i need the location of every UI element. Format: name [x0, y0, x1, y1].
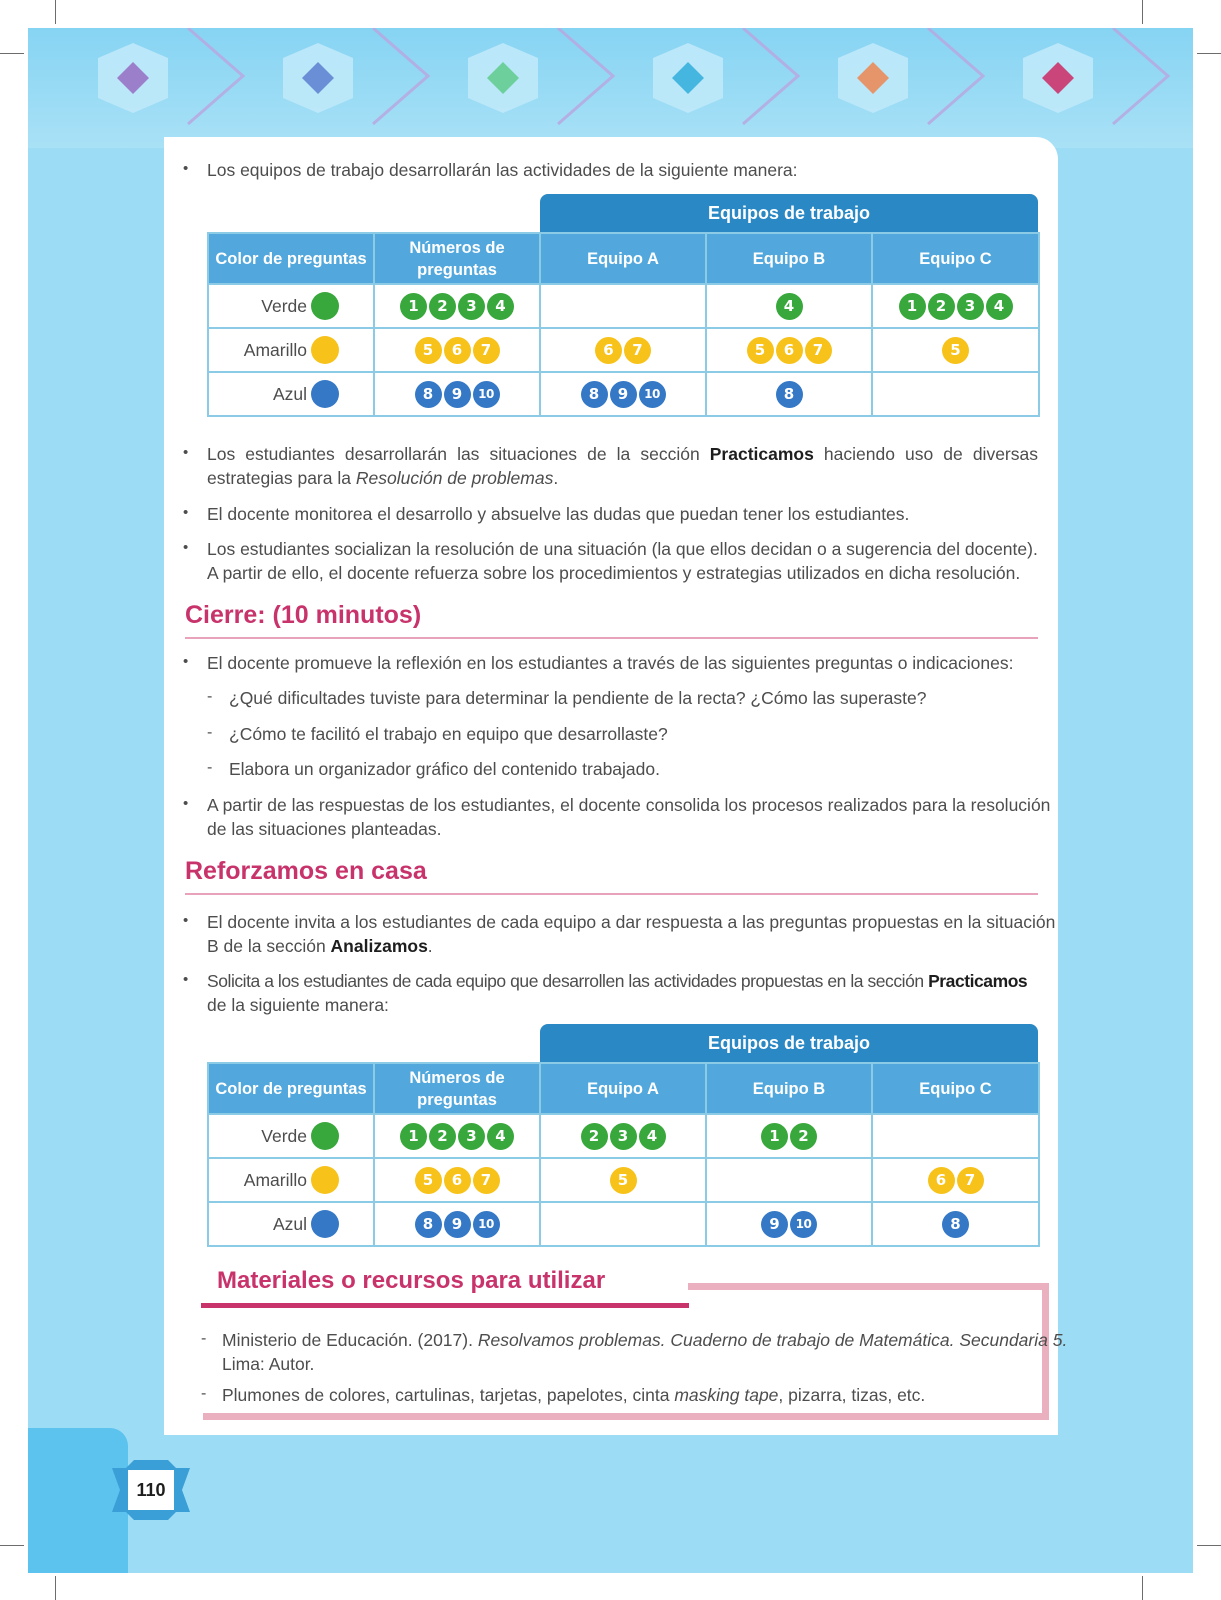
question-cell — [540, 1114, 706, 1158]
text: Plumones de colores, cartulinas, tarjetas, papelotes, cinta — [222, 1385, 675, 1405]
color-dot-icon — [311, 1122, 339, 1150]
question-number-badge: 10 — [790, 1211, 817, 1238]
question-number-badge: 2 — [429, 293, 456, 320]
question-cell — [872, 372, 1039, 416]
question-number-badge: 9 — [444, 1211, 471, 1238]
text: , pizarra, tizas, etc. — [778, 1385, 926, 1405]
material-item — [222, 1328, 1067, 1352]
question-number-badge: 2 — [928, 293, 955, 320]
color-cell — [208, 284, 374, 328]
color-cell — [208, 1114, 374, 1158]
text: Solicita a los estudiantes de cada equipo que desarrollen las actividades propuestas en la sección — [207, 971, 929, 991]
section-heading-cierre: Cierre: (10 minutos) — [185, 601, 422, 629]
question-cell — [872, 328, 1039, 372]
question-number-badge: 8 — [942, 1211, 969, 1238]
header-color: Color de preguntas — [208, 1063, 374, 1114]
question-number-badge: 2 — [790, 1123, 817, 1150]
question-cell — [872, 1114, 1039, 1158]
heading-rule — [185, 637, 1038, 639]
question-number-badge: 7 — [473, 1167, 500, 1194]
bold-analizamos: Analizamos — [330, 936, 428, 956]
italic-resolucion: Resolución de problemas — [355, 468, 554, 488]
question-number-badge: 9 — [610, 381, 637, 408]
trim-mark — [0, 1545, 24, 1546]
color-cell — [208, 1158, 374, 1202]
question-number-badge: 6 — [444, 1167, 471, 1194]
italic-title: Resolvamos problemas. Cuaderno de trabajo de Matemática. Secundaria 5. — [477, 1330, 1068, 1350]
section-heading-reforzamos: Reforzamos en casa — [185, 857, 427, 885]
question-cell — [540, 328, 706, 372]
teams-grid — [207, 1062, 1040, 1247]
color-dot-icon — [311, 292, 339, 320]
header-color: Color de preguntas — [208, 233, 374, 284]
teams-group-header: Equipos de trabajo — [540, 194, 1038, 232]
question-cell — [706, 1114, 872, 1158]
text: . — [553, 468, 559, 488]
bold-practicamos: Practicamos — [709, 444, 814, 464]
bullet: • — [183, 653, 189, 670]
header-numbers: Números de preguntas — [374, 1063, 540, 1114]
header-equipo-b: Equipo B — [706, 1063, 872, 1114]
question-item: ¿Qué dificultades tuviste para determinar la pendiente de la recta? ¿Cómo las superaste? — [229, 688, 927, 708]
question-number-badge: 1 — [761, 1123, 788, 1150]
paragraph-monitorea: El docente monitorea el desarrollo y absuelve las dudas que puedan tener los estudiantes. — [207, 504, 910, 524]
paragraph-consolida-2: de las situaciones planteadas. — [207, 819, 442, 839]
question-cell — [374, 1114, 540, 1158]
header-equipo-a: Equipo A — [540, 233, 706, 284]
question-cell — [374, 328, 540, 372]
trim-mark — [1142, 0, 1143, 24]
question-number-badge: 10 — [639, 381, 666, 408]
bullet: • — [183, 160, 189, 177]
question-cell — [706, 328, 872, 372]
question-number-badge: 10 — [473, 381, 500, 408]
color-name: Amarillo — [243, 339, 307, 360]
color-name: Amarillo — [243, 1169, 307, 1190]
trim-mark — [0, 53, 24, 54]
question-number-badge: 8 — [581, 381, 608, 408]
question-number-badge: 6 — [444, 337, 471, 364]
color-name: Verde — [261, 295, 307, 316]
color-dot-icon — [311, 336, 339, 364]
question-cell — [540, 284, 706, 328]
question-number-badge: 1 — [899, 293, 926, 320]
question-number-badge: 5 — [747, 337, 774, 364]
color-cell — [208, 328, 374, 372]
paragraph-solicita-1 — [207, 969, 1038, 993]
table-row — [208, 1158, 1039, 1202]
question-number-badge: 7 — [805, 337, 832, 364]
header-numbers: Números de preguntas — [374, 233, 540, 284]
bullet: • — [183, 971, 189, 988]
question-cell — [540, 1158, 706, 1202]
color-label — [209, 1166, 373, 1194]
color-name: Verde — [261, 1125, 307, 1146]
page-number-badge — [112, 1460, 190, 1520]
paragraph-practicamos-line2 — [207, 466, 558, 490]
header-equipo-c: Equipo C — [872, 1063, 1039, 1114]
question-number-badge: 2 — [429, 1123, 456, 1150]
question-cell — [872, 284, 1039, 328]
question-cell — [706, 372, 872, 416]
materials-frame-top — [688, 1283, 1042, 1290]
text: Los estudiantes desarrollarán las situaciones de la sección — [207, 444, 710, 464]
question-number-badge: 4 — [487, 1123, 514, 1150]
color-dot-icon — [311, 1210, 339, 1238]
table-row — [208, 284, 1039, 328]
question-number-badge: 5 — [942, 337, 969, 364]
bullet: • — [183, 912, 189, 929]
color-label — [209, 1210, 373, 1238]
question-cell — [706, 1202, 872, 1246]
question-cell — [540, 1202, 706, 1246]
text: B de la sección — [207, 936, 331, 956]
question-number-badge: 7 — [473, 337, 500, 364]
color-cell — [208, 372, 374, 416]
question-number-badge: 4 — [487, 293, 514, 320]
bullet: • — [183, 504, 189, 521]
text: Ministerio de Educación. (2017). — [222, 1330, 478, 1350]
question-number-badge: 7 — [957, 1167, 984, 1194]
question-number-badge: 8 — [776, 381, 803, 408]
teams-group-header: Equipos de trabajo — [540, 1024, 1038, 1062]
bullet: • — [183, 795, 189, 812]
paragraph-invita-2 — [207, 934, 433, 958]
trim-mark — [1197, 53, 1221, 54]
italic-masking-tape: masking tape — [674, 1385, 779, 1405]
question-number-badge: 6 — [776, 337, 803, 364]
text: estrategias para la — [207, 468, 356, 488]
dash: - — [207, 688, 213, 705]
question-number-badge: 3 — [610, 1123, 637, 1150]
dash: - — [201, 1330, 207, 1347]
header-equipo-c: Equipo C — [872, 233, 1039, 284]
bold-practicamos: Practicamos — [928, 971, 1028, 991]
trim-mark — [55, 1576, 56, 1600]
question-number-badge: 5 — [415, 1167, 442, 1194]
question-number-badge: 6 — [595, 337, 622, 364]
table-row — [208, 1202, 1039, 1246]
question-number-badge: 4 — [986, 293, 1013, 320]
question-number-badge: 7 — [624, 337, 651, 364]
question-number-badge: 2 — [581, 1123, 608, 1150]
question-number-badge: 6 — [928, 1167, 955, 1194]
bullet: • — [183, 539, 189, 556]
paragraph-consolida-1: A partir de las respuestas de los estudiantes, el docente consolida los procesos realizados para la resolución — [207, 795, 1051, 815]
question-number-badge: 4 — [776, 293, 803, 320]
dash: - — [207, 759, 213, 776]
question-cell — [374, 1202, 540, 1246]
andean-pattern-graphic — [28, 28, 1193, 148]
question-number-badge: 1 — [400, 293, 427, 320]
question-cell — [872, 1202, 1039, 1246]
question-cell — [374, 1158, 540, 1202]
trim-mark — [1197, 1545, 1221, 1546]
question-cell — [872, 1158, 1039, 1202]
question-number-badge: 8 — [415, 381, 442, 408]
paragraph-socializan-1: Los estudiantes socializan la resolución de una situación (la que ellos decidan o a sugerencia del docente). — [207, 539, 1038, 559]
question-number-badge: 3 — [957, 293, 984, 320]
paragraph-invita-1: El docente invita a los estudiantes de cada equipo a dar respuesta a las preguntas propuestas en la situación — [207, 912, 1056, 932]
material-item — [222, 1383, 925, 1407]
question-cell — [540, 372, 706, 416]
trim-mark — [1142, 1576, 1143, 1600]
question-number-badge: 1 — [400, 1123, 427, 1150]
trim-mark — [55, 0, 56, 24]
question-number-badge: 3 — [458, 293, 485, 320]
question-number-badge: 9 — [444, 381, 471, 408]
color-label — [209, 336, 373, 364]
question-cell — [374, 372, 540, 416]
color-name: Azul — [272, 1213, 307, 1234]
bullet: • — [183, 444, 189, 461]
question-item: Elabora un organizador gráfico del contenido trabajado. — [229, 759, 660, 779]
heading-rule — [185, 893, 1038, 895]
color-dot-icon — [311, 380, 339, 408]
question-cell — [706, 1158, 872, 1202]
table-row — [208, 1114, 1039, 1158]
question-number-badge: 4 — [639, 1123, 666, 1150]
paragraph-socializan-2: A partir de ello, el docente refuerza sobre los procedimientos y estrategias utilizados en dicha resolución. — [207, 563, 1021, 583]
paragraph-reflexion: El docente promueve la reflexión en los estudiantes a través de las siguientes preguntas o indicaciones: — [207, 653, 1014, 673]
question-cell — [374, 284, 540, 328]
table-row — [208, 372, 1039, 416]
intro-text: Los equipos de trabajo desarrollarán las actividades de la siguiente manera: — [207, 160, 798, 180]
color-label — [209, 380, 373, 408]
question-item: ¿Cómo te facilitó el trabajo en equipo que desarrollaste? — [229, 724, 668, 744]
decorative-header-band — [28, 28, 1193, 148]
header-equipo-a: Equipo A — [540, 1063, 706, 1114]
color-label — [209, 1122, 373, 1150]
color-label — [209, 292, 373, 320]
question-number-badge: 3 — [458, 1123, 485, 1150]
question-cell — [706, 284, 872, 328]
teams-grid — [207, 232, 1040, 417]
question-number-badge: 10 — [473, 1211, 500, 1238]
dash: - — [207, 724, 213, 741]
color-dot-icon — [311, 1166, 339, 1194]
materials-heading-underline — [201, 1303, 689, 1308]
dash: - — [201, 1385, 207, 1402]
text: haciendo uso de diversas — [813, 444, 1038, 464]
question-number-badge: 8 — [415, 1211, 442, 1238]
paragraph-solicita-2: de la siguiente manera: — [207, 995, 389, 1015]
question-number-badge: 9 — [761, 1211, 788, 1238]
page-number: 110 — [136, 1480, 166, 1500]
paragraph-practicamos — [207, 442, 1038, 466]
question-number-badge: 5 — [415, 337, 442, 364]
text: . — [427, 936, 433, 956]
color-cell — [208, 1202, 374, 1246]
table-row — [208, 328, 1039, 372]
section-heading-materiales: Materiales o recursos para utilizar — [217, 1267, 606, 1294]
color-name: Azul — [272, 383, 307, 404]
question-number-badge: 5 — [610, 1167, 637, 1194]
material-item-line2: Lima: Autor. — [222, 1354, 315, 1374]
header-equipo-b: Equipo B — [706, 233, 872, 284]
